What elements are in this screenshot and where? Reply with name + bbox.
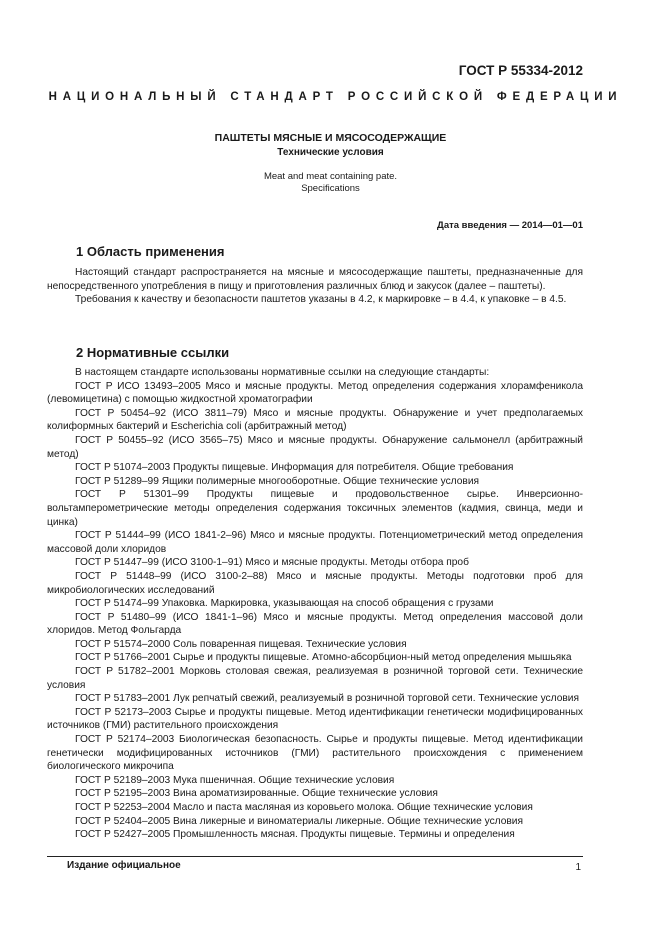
page-number: 1 xyxy=(575,862,581,873)
reference-item: ГОСТ Р 51447–99 (ИСО 3100-1–91) Мясо и мясные продукты. Методы отбора проб xyxy=(75,557,469,569)
section-2-body xyxy=(47,366,583,842)
reference-item: ГОСТ Р 51783–2001 Лук репчатый свежий, реализуемый в розничной торговой сети. Технические условия xyxy=(75,693,579,705)
reference-intro: В настоящем стандарте использованы нормативные ссылки на следующие стандарты: xyxy=(75,367,490,378)
reference-item: ГОСТ Р 51782–2001 Морковь столовая свежая, реализуемая в розничной торговой сети. Технические условия xyxy=(47,666,583,691)
reference-item: ГОСТ Р 52189–2003 Мука пшеничная. Общие технические условия xyxy=(75,774,395,786)
section-1-body xyxy=(47,266,583,307)
reference-item: ГОСТ Р 51074–2003 Продукты пищевые. Информация для потребителя. Общие требования xyxy=(75,462,514,474)
reference-item: ГОСТ Р 51474–99 Упаковка. Маркировка, указывающая на способ обращения с грузами xyxy=(75,598,494,610)
reference-item: ГОСТ Р 51444–99 (ИСО 1841-2–96) Мясо и мясные продукты. Потенциометрический метод определения массовой доли хлоридов xyxy=(47,530,583,555)
national-standard-banner: НАЦИОНАЛЬНЫЙ СТАНДАРТ РОССИЙСКОЙ ФЕДЕРАЦИИ xyxy=(48,91,623,103)
paragraph: Настоящий стандарт распространяется на мясные и мясосодержащие паштеты, предназначенные для непосредственного употребления в пищу и приготовления различных блюд и закусок (далее – паштеты). xyxy=(47,267,583,292)
edition-label: Издание официальное xyxy=(67,860,181,871)
english-subtitle: Specifications xyxy=(301,183,360,194)
section-1-heading: 1 Область применения xyxy=(76,244,225,259)
english-title: Meat and meat containing pate. xyxy=(263,171,398,182)
reference-item: ГОСТ Р 51480–99 (ИСО 1841-1–96) Мясо и мясные продукты. Метод определения массовой доли хлоридов. Метод Фольгарда xyxy=(47,611,583,637)
reference-item: ГОСТ Р 52195–2003 Вина ароматизированные. Общие технические условия xyxy=(75,788,438,800)
reference-item: ГОСТ Р 52173–2003 Сырье и продукты пищевые. Метод идентификации генетически модифицированных источников (ГМИ) растительного происхождения xyxy=(47,706,583,732)
reference-item: ГОСТ Р 52404–2005 Вина ликерные и виноматериалы ликерные. Общие технические условия xyxy=(75,815,524,827)
document-subtitle: Технические условия xyxy=(277,147,384,158)
reference-item: ГОСТ Р 52427–2005 Промышленность мясная. Продукты пищевые. Термины и определения xyxy=(75,829,515,841)
reference-item: ГОСТ Р 52253–2004 Масло и паста масляная из коровьего молока. Общие технические условия xyxy=(75,802,533,813)
reference-item: ГОСТ Р 52174–2003 Биологическая безопасность. Сырье и продукты пищевые. Метод идентификации генетически модифицированных источников (ГМИ) растительного происхождения с применением биологического микрочипа xyxy=(47,734,583,773)
paragraph: Требования к качеству и безопасности паштетов указаны в 4.2, к маркировке – в 4.4, к упаковке – в 4.5. xyxy=(75,294,567,306)
reference-item: ГОСТ Р 51301–99 Продукты пищевые и продовольственное сырье. Инверсионно-вольтамперометрические методы определения содержания токсичных элементов (кадмия, свинца, меди и цинка) xyxy=(47,489,583,528)
reference-item: ГОСТ Р 51574–2000 Соль поваренная пищевая. Технические условия xyxy=(75,638,407,650)
footer-divider xyxy=(47,856,583,857)
standard-number: ГОСТ Р 55334-2012 xyxy=(458,63,583,78)
reference-item: ГОСТ Р 51448–99 (ИСО 3100-2–88) Мясо и мясные продукты. Методы подготовки проб для микробиологических исследований xyxy=(47,570,583,596)
reference-item: ГОСТ Р ИСО 13493–2005 Мясо и мясные продукты. Метод определения содержания хлорамфеникола (левомицетина) с помощью жидкостной хроматографии xyxy=(47,380,583,406)
reference-item: ГОСТ Р 50454–92 (ИСО 3811–79) Мясо и мясные продукты. Обнаружение и учет предполагаемых колиформных бактерий и Escherichia coli (арбитражный метод) xyxy=(47,407,583,433)
reference-item: ГОСТ Р 50455–92 (ИСО 3565–75) Мясо и мясные продукты. Обнаружение сальмонелл (арбитражный метод) xyxy=(47,434,583,460)
reference-item: ГОСТ Р 51766–2001 Сырье и продукты пищевые. Атомно-абсорбцион-ный метод определения мышьяка xyxy=(75,652,572,664)
section-2-heading: 2 Нормативные ссылки xyxy=(76,345,230,360)
document-title: ПАШТЕТЫ МЯСНЫЕ И МЯСОСОДЕРЖАЩИЕ xyxy=(214,132,447,144)
reference-item: ГОСТ Р 51289–99 Ящики полимерные многооборотные. Общие технические условия xyxy=(75,475,480,487)
introduction-date: Дата введения — 2014—01—01 xyxy=(437,220,583,231)
